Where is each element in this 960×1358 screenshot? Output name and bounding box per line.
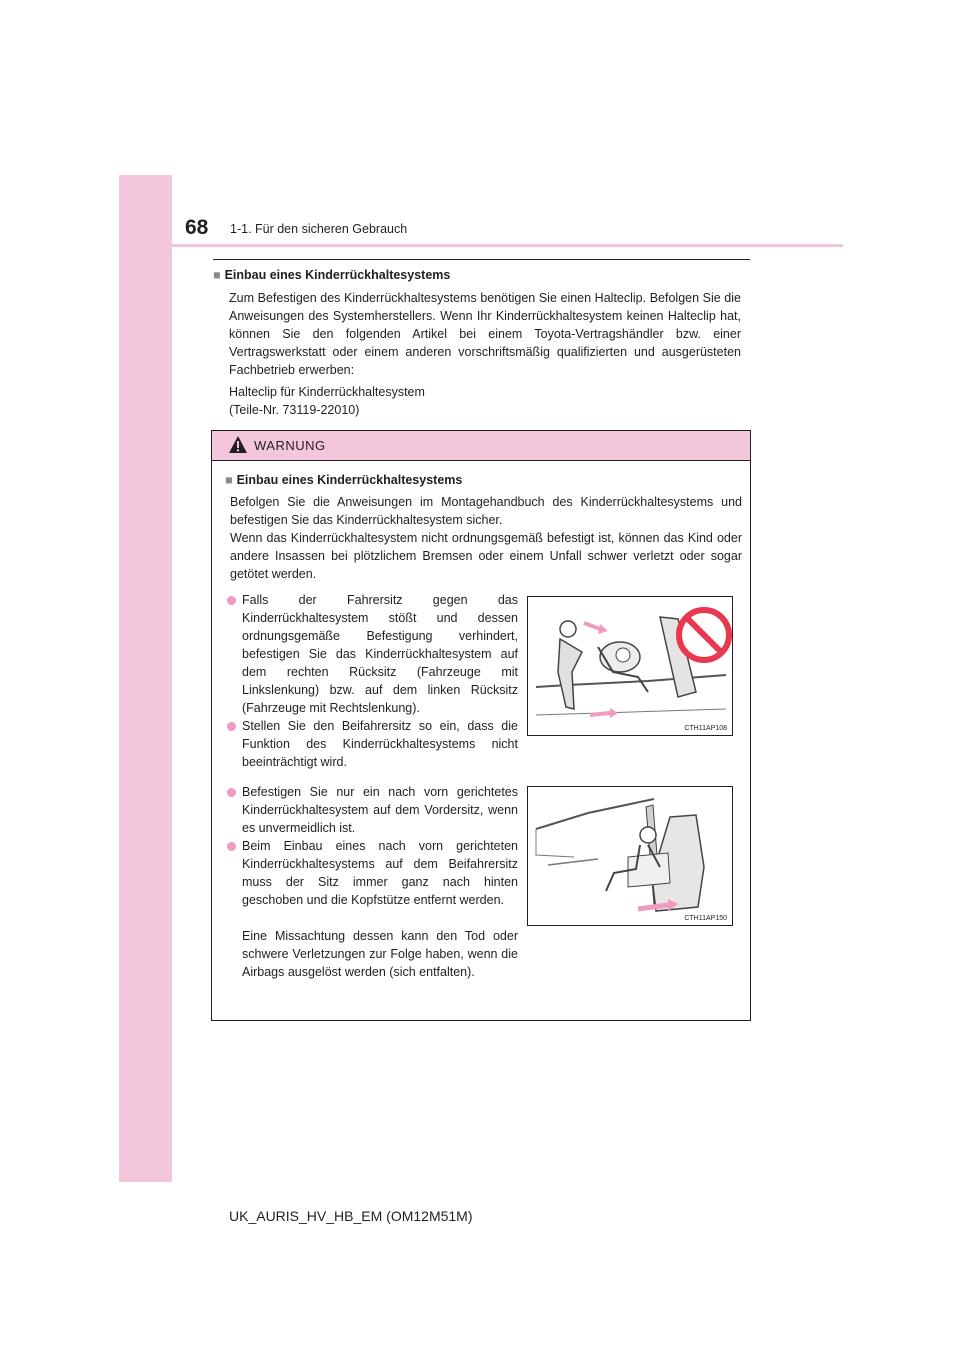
bullet-dot-icon [227, 596, 236, 605]
warning-bullet-1: Falls der Fahrersitz gegen das Kinderrückhaltesystem stößt und dessen ordnungsgemäße Befestigung verhindert, befestigen Sie das Kinderrückhaltesystem auf dem rechten Rücksitz (Fahrzeuge mit Linkslenkung) bzw. auf dem linken Rücksitz (Fahrzeuge mit Rechtslenkung). [242, 593, 518, 715]
figure-code: CTH11AP108 [684, 725, 727, 732]
square-bullet-icon: ■ [225, 473, 233, 487]
section-divider [213, 259, 750, 260]
page-number: 68 [185, 216, 209, 239]
chapter-title: 1-1. Für den sicheren Gebrauch [230, 222, 408, 236]
section-paragraph: Zum Befestigen des Kinderrückhaltesystems benötigen Sie einen Halteclip. Befolgen Sie die Anweisungen des Systemherstellers. Wenn Ihr Kinderrückhaltesystem keinen Halteclip hat, können Sie den folgenden Artikel bei einem Toyota-Vertragshändler bzw. einer Vertragswerkstatt oder einem anderen vorschriftsmäßig qualifizierten und ausgerüsteten Fachbetrieb erwerben: [229, 291, 741, 377]
warning-bullet-3: Befestigen Sie nur ein nach vorn gerichtetes Kinderrückhaltesystem auf dem Vordersitz, wenn es unvermeidlich ist. [242, 785, 518, 835]
warning-text-2: Wenn das Kinderrückhaltesystem nicht ordnungsgemäß befestigt ist, können das Kind oder andere Insassen bei plötzlichem Bremsen oder einem Unfall schwer verletzt oder sogar getötet werden. [230, 531, 742, 581]
figure-code: CTH11AP150 [684, 915, 727, 922]
figure-front-seat [527, 786, 733, 926]
warning-bullet-4: Beim Einbau eines nach vorn gerichteten Kinderrückhaltesystems auf dem Beifahrersitz muss der Sitz immer ganz nach hinten geschoben und die Kopfstütze entfernt werden. [242, 839, 518, 907]
warning-bullet-4-extra: Eine Missachtung dessen kann den Tod oder schwere Verletzungen zur Folge haben, wenn die Airbags ausgelöst werden (sich entfalten). [242, 929, 518, 979]
warning-bullet-2: Stellen Sie den Beifahrersitz so ein, dass die Funktion des Kinderrückhaltesystems nicht beeinträchtigt wird. [242, 719, 518, 769]
bullet-dot-icon [227, 842, 236, 851]
square-bullet-icon: ■ [213, 268, 221, 282]
header-rule [119, 244, 843, 247]
warning-box [211, 430, 751, 1021]
bullet-dot-icon [227, 788, 236, 797]
warning-header [212, 431, 750, 461]
warning-subheading [225, 473, 462, 487]
part-number: (Teile-Nr. 73119-22010) [229, 403, 360, 417]
front-seat-illustration [528, 787, 732, 925]
warning-subtitle: Einbau eines Kinderrückhaltesystems [236, 473, 463, 487]
warning-text-1: Befolgen Sie die Anweisungen im Montagehandbuch des Kinderrückhaltesystems und befestigen Sie das Kinderrückhaltesystem sicher. [230, 495, 742, 527]
warning-title: WARNUNG [254, 438, 326, 453]
warning-triangle-icon [228, 435, 248, 454]
bullet-dot-icon [227, 722, 236, 731]
seat-collision-illustration [528, 597, 732, 735]
section-title: Einbau eines Kinderrückhaltesystems [224, 268, 451, 282]
section-heading [213, 268, 450, 282]
footer-document-code: UK_AURIS_HV_HB_EM (OM12M51M) [229, 1208, 473, 1224]
part-name: Halteclip für Kinderrückhaltesystem [229, 385, 425, 399]
figure-seat-collision [527, 596, 733, 736]
side-tab [119, 175, 172, 1182]
